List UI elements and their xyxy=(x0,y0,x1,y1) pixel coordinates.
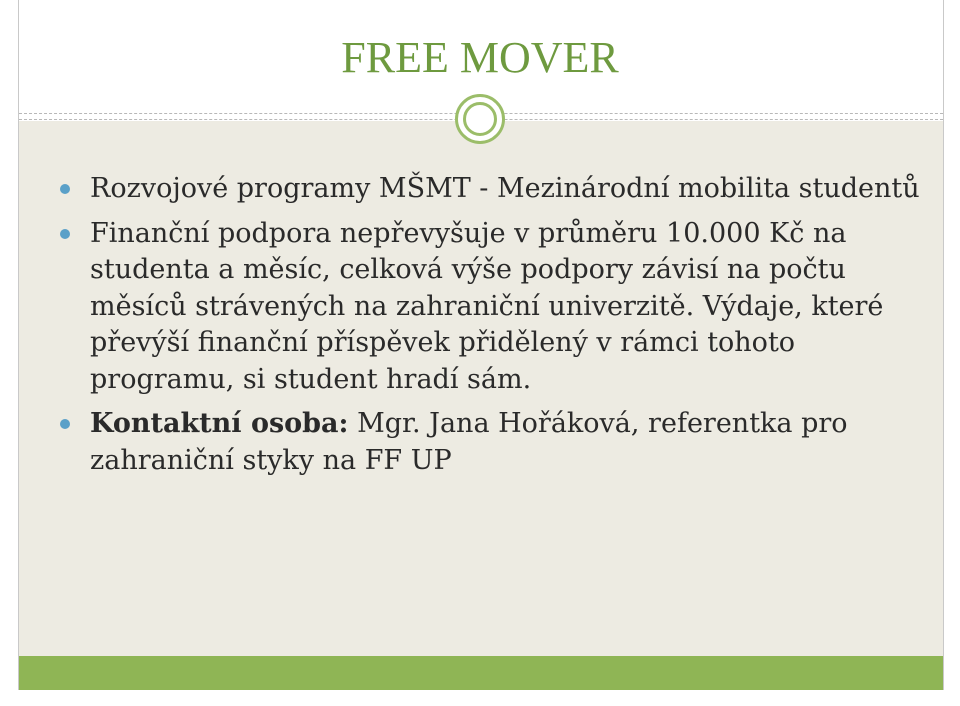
bullet-item xyxy=(60,406,920,479)
bullet-item xyxy=(60,171,920,208)
slide-title: FREE MOVER xyxy=(341,33,619,82)
contact-label: Kontaktní osoba: xyxy=(90,408,349,439)
bullet-item xyxy=(60,216,920,399)
bullet-text: Rozvojové programy MŠMT - Mezinárodní mobilita studentů xyxy=(90,173,920,204)
bullet-text: Mgr. Jana Hořáková, referentka pro zahraniční styky na FF UP xyxy=(90,408,848,476)
bullet-text: Finanční podpora nepřevyšuje v průměru 10.000 Kč na studenta a měsíc, celková výše podpory závisí na počtu měsíců strávených na zahraniční univerzitě. Výdaje, které převýší finanční příspěvek přidělený v rámci tohoto programu, si student hradí sám. xyxy=(90,217,884,395)
footer-bar xyxy=(19,656,943,690)
bullet-list xyxy=(60,171,920,487)
circle-ornament-icon xyxy=(455,94,505,144)
